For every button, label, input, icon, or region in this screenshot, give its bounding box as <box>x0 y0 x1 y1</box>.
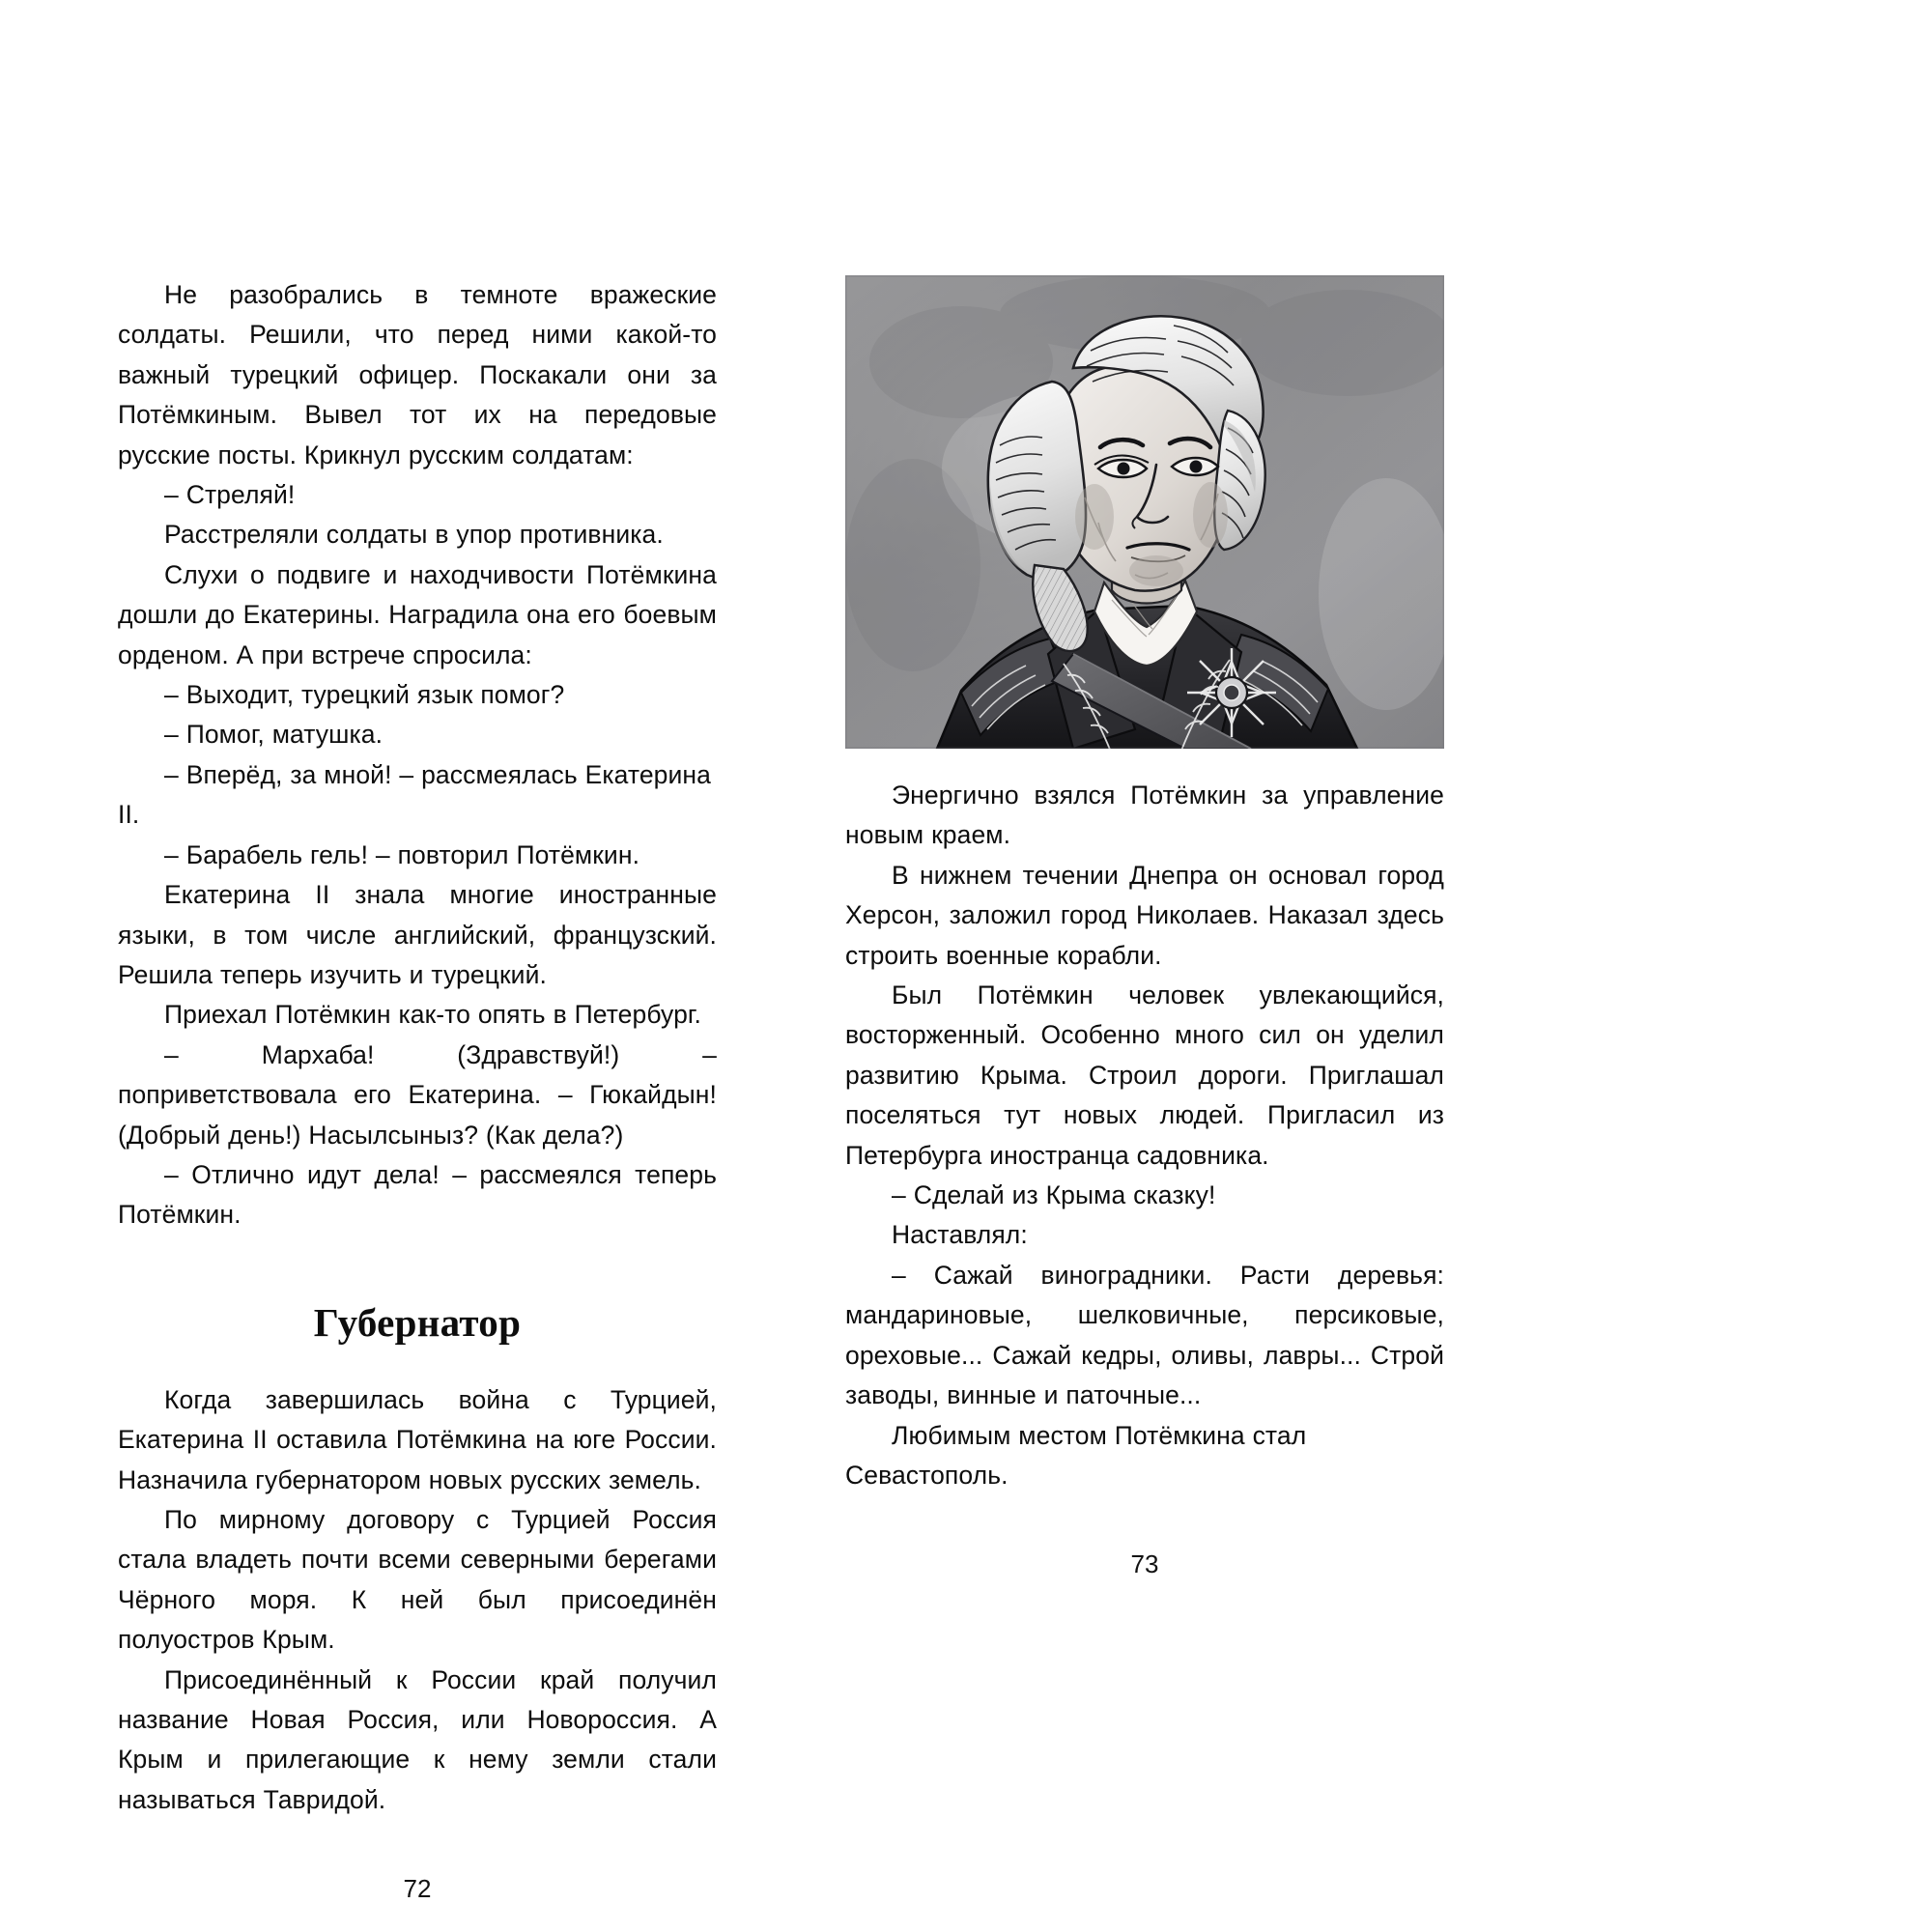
paragraph: Приехал Потёмкин как-то опять в Петербург. <box>164 1000 701 1030</box>
paragraph: Расстреляли солдаты в упор противника. <box>164 520 664 550</box>
paragraph: Присоединённый к России край получил название Новая Россия, или Новороссия. А Крым и прилегающие к нему земли стали называться Тавридой. <box>118 1664 717 1814</box>
paragraph: Екатерина II знала многие иностранные языки, в том числе английский, французский. Решила теперь изучить и турецкий. <box>118 880 717 989</box>
page-number: 73 <box>1130 1549 1159 1579</box>
dialogue-line: – Сажай виноградники. Расти деревья: мандариновые, шелковичные, персиковые, ореховые... Сажай кедры, оливы, лавры... Строй заводы, винные и паточные... <box>845 1260 1444 1410</box>
dialogue-line: – Барабель гель! – повторил Потёмкин. <box>164 839 640 869</box>
dialogue-line: – Выходит, турецкий язык помог? <box>164 680 565 710</box>
spacer <box>118 1346 717 1380</box>
dialogue-line: – Сделай из Крыма сказку! <box>892 1180 1216 1210</box>
paragraph: Был Потёмкин человек увлекающийся, восторженный. Особенно много сил он уделил развитию Крыма. Строил дороги. Приглашал поселяться тут новых людей. Пригласил из Петербурга иностранца садовника. <box>845 980 1444 1170</box>
right-page <box>845 275 1444 1578</box>
paragraph: Не разобрались в темноте вражеские солдаты. Решили, что перед ними какой-то важный турецкий офицер. Поскакали они за Потёмкиным. Вывел тот их на передовые русские посты. Крикнул русским солдатам: <box>118 280 717 469</box>
spacer <box>118 1820 717 1874</box>
spacer <box>845 275 1444 776</box>
paragraph: Наставлял: <box>892 1220 1028 1250</box>
dialogue-line: – Вперёд, за мной! – рассмеялась Екатерина II. <box>118 759 711 830</box>
paragraph: Когда завершилась война с Турцией, Екатерина II оставила Потёмкина на юге России. Назначила губернатором новых русских земель. <box>118 1384 717 1494</box>
paragraph: В нижнем течении Днепра он основал город Херсон, заложил город Николаев. Наказал здесь строить военные корабли. <box>845 860 1444 970</box>
left-page <box>118 275 717 1903</box>
paragraph: Любимым местом Потёмкина стал Севастополь. <box>845 1420 1307 1490</box>
dialogue-line: – Стреляй! <box>164 480 296 510</box>
section-title: Губернатор <box>313 1299 522 1345</box>
page-number: 72 <box>403 1874 432 1904</box>
paragraph: По мирному договору с Турцией Россия стала владеть почти всеми северными берегами Чёрного моря. К ней был присоединён полуостров Крым. <box>118 1504 717 1655</box>
dialogue-line: – Отлично идут дела! – рассмеялся теперь Потёмкин. <box>118 1159 717 1230</box>
paragraph: Энергично взялся Потёмкин за управление новым краем. <box>845 781 1444 850</box>
spacer <box>118 1236 717 1299</box>
paragraph: Слухи о подвиге и находчивости Потёмкина дошли до Екатерины. Наградила она его боевым орденом. А при встрече спросила: <box>118 559 717 669</box>
spacer <box>845 1495 1444 1549</box>
left-page-text-column <box>118 275 717 1903</box>
right-page-text-column <box>845 776 1444 1578</box>
dialogue-line: – Мархаба! (Здравствуй!) – поприветствовала его Екатерина. – Гюкайдын! (Добрый день!) Насылсыныз? (Как дела?) <box>118 1039 717 1150</box>
dialogue-line: – Помог, матушка. <box>164 720 384 750</box>
